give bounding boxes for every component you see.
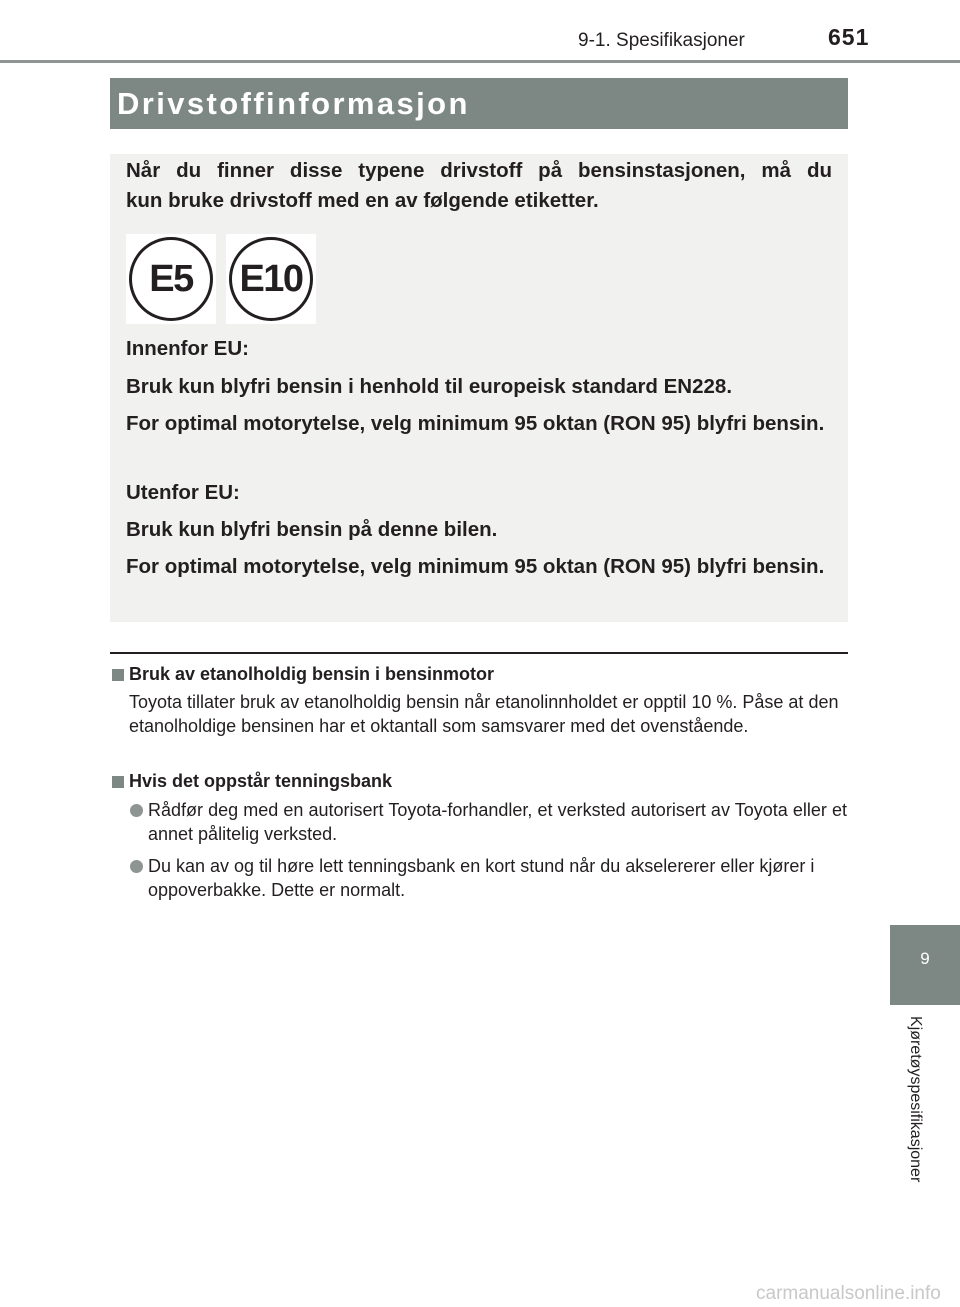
fuel-label-e5 — [126, 234, 216, 324]
info-intro-line-2: kun bruke drivstoff med en av følgende etiketter. — [126, 189, 599, 212]
fuel-label-e10 — [226, 234, 316, 324]
inside-eu-optimal: For optimal motorytelse, velg minimum 95 oktan (RON 95) blyfri bensin. — [126, 412, 825, 435]
square-bullet-icon — [112, 669, 124, 681]
outside-eu-text: Bruk kun blyfri bensin på denne bilen. — [126, 518, 498, 541]
info-intro-line-1: Når du finner disse typene drivstoff på bensinstasjonen, må du — [126, 159, 832, 182]
section-title-bar — [110, 78, 848, 129]
knocking-bullet-2: Du kan av og til høre lett tenningsbank en kort stund når du akselererer eller kjører i oppoverbakke. Dette er normalt. — [148, 856, 815, 900]
section-title: Drivstoffinformasjon — [117, 86, 470, 121]
chapter-tab — [890, 925, 960, 1005]
info-intro — [126, 156, 832, 246]
knocking-bullet-1: Rådfør deg med en autorisert Toyota-forhandler, et verksted autorisert av Toyota eller et annet pålitelig verksted. — [148, 800, 847, 844]
outside-eu-heading: Utenfor EU: — [126, 481, 240, 504]
header-divider — [0, 60, 960, 63]
ethanol-text: Toyota tillater bruk av etanolholdig bensin når etanolinnholdet er opptil 10 %. Påse at den etanolholdige bensinen har et oktantall som samsvarer med det ovenstående. — [129, 692, 839, 736]
knocking-heading: Hvis det oppstår tenningsbank — [129, 771, 393, 791]
fuel-label-text: E5 — [149, 257, 193, 300]
fuel-label-circle — [229, 237, 313, 321]
inside-eu-text: Bruk kun blyfri bensin i henhold til europeisk standard EN228. — [126, 375, 733, 398]
ethanol-heading: Bruk av etanolholdig bensin i bensinmotor — [129, 664, 495, 684]
fuel-label-circle — [129, 237, 213, 321]
outside-eu-optimal: For optimal motorytelse, velg minimum 95 oktan (RON 95) blyfri bensin. — [126, 555, 825, 578]
watermark: carmanualsonline.info — [756, 1283, 941, 1304]
round-bullet-icon — [130, 804, 143, 817]
inside-eu-heading: Innenfor EU: — [126, 337, 249, 360]
chapter-number: 9 — [920, 949, 930, 968]
chapter-side-label — [906, 1016, 930, 1226]
fuel-info-box — [110, 154, 848, 622]
page-number: 651 — [828, 24, 870, 50]
section-divider — [110, 652, 848, 654]
header-section-title: 9-1. Spesifikasjoner — [578, 30, 745, 51]
square-bullet-icon — [112, 776, 124, 788]
round-bullet-icon — [130, 860, 143, 873]
fuel-label-text: E10 — [239, 257, 303, 300]
chapter-title: Kjøretøyspesifikasjoner — [907, 1016, 924, 1183]
